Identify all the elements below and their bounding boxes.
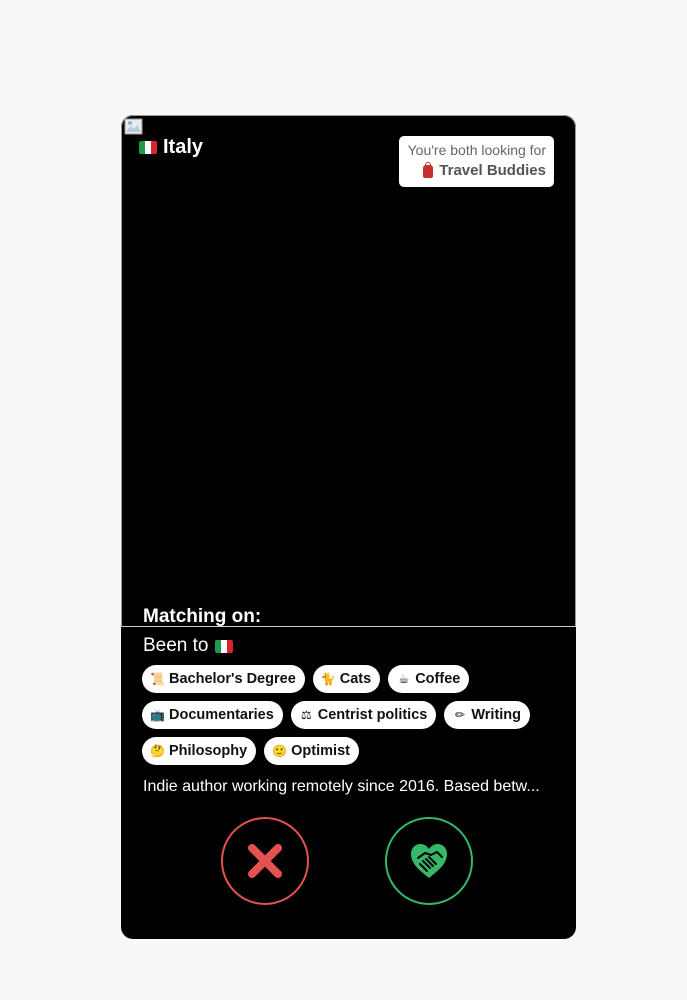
match-button[interactable] [385, 817, 473, 905]
chip-bachelors-degree [142, 665, 305, 693]
chip-label: Cats [339, 671, 372, 687]
chip-coffee [388, 665, 469, 693]
matching-title: Matching on: [143, 606, 262, 627]
it-flag-icon [215, 640, 233, 653]
thinking-face-icon: 🤔 [150, 744, 165, 758]
chip-philosophy [142, 737, 256, 765]
chip-label: Documentaries [169, 707, 274, 723]
profile-card [121, 115, 576, 939]
looking-for-label: You're both looking for [407, 142, 546, 158]
chip-centrist-politics [291, 701, 437, 729]
chip-label: Bachelor's Degree [169, 671, 296, 687]
country-name: Italy [163, 136, 204, 158]
pencil-icon: ✏ [454, 708, 465, 722]
chip-optimist [264, 737, 359, 765]
looking-for-badge [399, 136, 554, 187]
coffee-icon: ☕ [398, 672, 410, 686]
chip-label: Optimist [291, 743, 350, 759]
chip-label: Centrist politics [317, 707, 428, 723]
scales-icon: ⚖ [300, 708, 312, 722]
handshake-heart-icon [408, 841, 450, 881]
been-to-label: Been to [143, 635, 209, 656]
chip-label: Writing [471, 707, 522, 723]
profile-photo [121, 115, 576, 627]
chip-label: Philosophy [169, 743, 248, 759]
smiley-face-icon: 🙂 [272, 744, 288, 758]
pass-button[interactable] [221, 817, 309, 905]
looking-for-value [408, 160, 546, 182]
country-label [139, 136, 203, 159]
chip-label: Coffee [415, 671, 461, 687]
tv-icon: 📺 [150, 708, 165, 722]
broken-image-icon [124, 118, 144, 136]
been-to-row [143, 635, 233, 657]
looking-for-text: Travel Buddies [439, 162, 546, 179]
chip-cats [313, 665, 380, 693]
scroll-icon: 📜 [150, 672, 165, 686]
interest-chips [142, 665, 562, 765]
backpack-icon [423, 165, 433, 178]
close-x-icon [246, 842, 284, 880]
profile-bio[interactable]: Indie author working remotely since 2016. Based betw... [143, 778, 540, 795]
chip-writing [444, 701, 530, 729]
chip-documentaries [142, 701, 283, 729]
it-flag-icon [139, 141, 157, 154]
cat-icon: 🐈 [320, 672, 336, 686]
